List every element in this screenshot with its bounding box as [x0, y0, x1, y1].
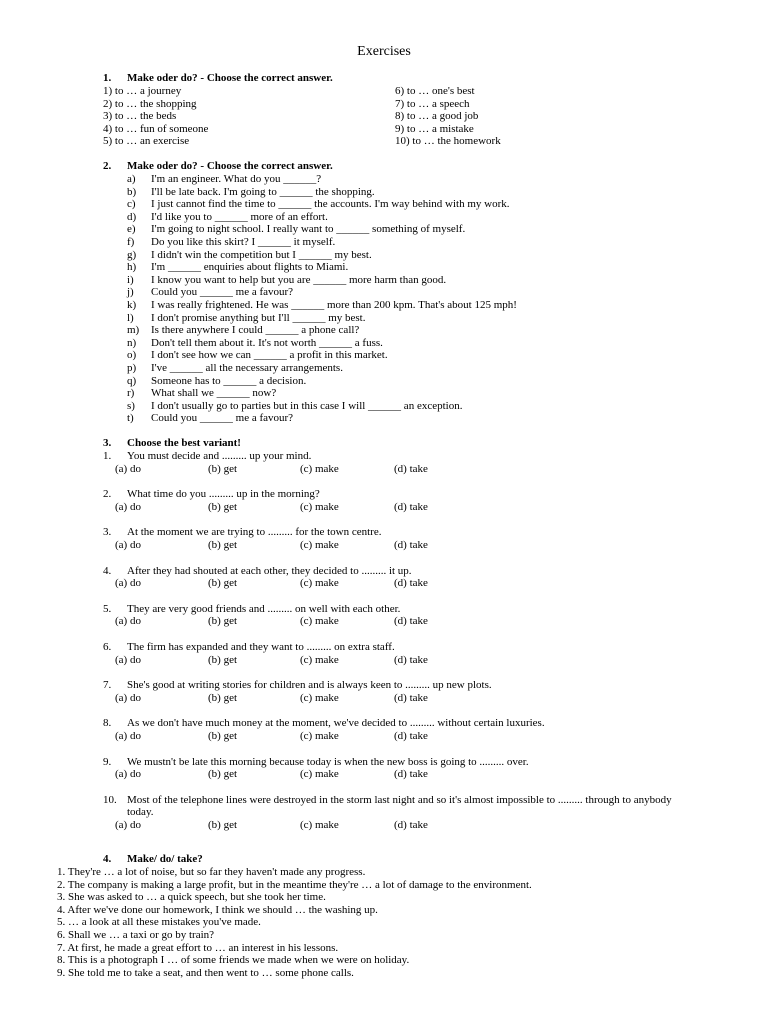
item-sentence: Someone has to ______ a decision. — [151, 374, 307, 387]
answer-option[interactable]: (d) take — [394, 768, 428, 781]
answer-options — [103, 501, 687, 514]
question-text: You must decide and ......... up your mind. — [127, 450, 312, 462]
answer-option[interactable]: (c) make — [300, 538, 339, 551]
answer-option[interactable]: (d) take — [394, 500, 428, 513]
answer-option[interactable]: (c) make — [300, 729, 339, 742]
answer-option[interactable]: (c) make — [300, 577, 339, 590]
item-letter: s) — [127, 399, 135, 412]
answer-option[interactable]: (b) get — [208, 577, 238, 590]
item-letter: t) — [127, 412, 134, 425]
section-4-number: 4. — [103, 853, 112, 865]
question-number: 6. — [103, 640, 112, 653]
item-letter: l) — [127, 311, 134, 324]
answer-option[interactable]: (b) get — [208, 462, 238, 475]
answer-option[interactable]: (d) take — [394, 538, 428, 551]
section-1-item: 6) to … one's best — [395, 85, 475, 97]
answer-option[interactable]: (b) get — [208, 768, 238, 781]
item-sentence: I'm ______ enquiries about flights to Miami. — [151, 261, 349, 274]
item-letter: b) — [127, 185, 137, 198]
answer-options — [103, 615, 687, 628]
section-1-item: 3) to … the beds — [103, 110, 177, 123]
item-letter: e) — [127, 223, 136, 236]
page-title: Exercises — [357, 44, 411, 59]
answer-option[interactable]: (b) get — [208, 653, 238, 666]
item-letter: f) — [127, 235, 135, 248]
item-letter: k) — [127, 298, 137, 311]
question — [103, 603, 687, 628]
question-number: 3. — [103, 526, 112, 539]
answer-option[interactable]: (d) take — [394, 691, 428, 704]
answer-option[interactable]: (c) make — [300, 462, 339, 475]
item-letter: n) — [127, 336, 137, 349]
answer-option[interactable]: (c) make — [300, 818, 339, 831]
section-1-item: 4) to … fun of someone — [103, 122, 209, 135]
section-1-title: Make oder do? - Choose the correct answer. — [127, 72, 333, 84]
section-1-item: 7) to … a speech — [395, 97, 470, 110]
question — [103, 717, 687, 742]
answer-option[interactable]: (a) do — [115, 768, 141, 781]
section-4-item: 6. Shall we … a taxi or go by train? — [57, 928, 215, 941]
section-1-item: 2) to … the shopping — [103, 97, 197, 110]
question-text: She's good at writing stories for children and is always keen to ......... up new plots. — [127, 679, 492, 692]
section-4-item: 2. The company is making a large profit, but in the meantime they're … a lot of damage to the environment. — [57, 878, 532, 891]
answer-option[interactable]: (a) do — [115, 653, 141, 666]
item-letter: h) — [127, 261, 137, 274]
answer-option[interactable]: (c) make — [300, 691, 339, 704]
answer-options — [103, 692, 687, 705]
answer-option[interactable]: (a) do — [115, 500, 141, 513]
section-4-title: Make/ do/ take? — [127, 853, 203, 865]
section-4-item: 9. She told me to take a seat, and then went to … some phone calls. — [57, 966, 354, 979]
answer-option[interactable]: (a) do — [115, 729, 141, 742]
answer-option[interactable]: (b) get — [208, 729, 238, 742]
answer-option[interactable]: (d) take — [394, 729, 428, 742]
item-sentence: I'll be late back. I'm going to ______ the shopping. — [151, 185, 375, 198]
section-4-item: 4. After we've done our homework, I think we should … the washing up. — [57, 903, 378, 916]
answer-option[interactable]: (a) do — [115, 818, 141, 831]
item-letter: a) — [127, 173, 136, 185]
question-number: 10. — [103, 793, 117, 806]
item-sentence: I'm going to night school. I really want to ______ something of myself. — [151, 223, 466, 236]
section-3-number: 3. — [103, 437, 112, 449]
item-letter: d) — [127, 210, 137, 223]
answer-option[interactable]: (a) do — [115, 691, 141, 704]
answer-option[interactable]: (a) do — [115, 462, 141, 475]
answer-option[interactable]: (a) do — [115, 615, 141, 628]
item-sentence: I've ______ all the necessary arrangements. — [151, 361, 343, 374]
item-letter: p) — [127, 361, 137, 374]
question-number: 4. — [103, 564, 112, 577]
question-number: 8. — [103, 717, 112, 730]
section-1-number: 1. — [103, 72, 112, 84]
item-sentence: Is there anywhere I could ______ a phone call? — [151, 324, 360, 337]
question-text: They are very good friends and ......... on well with each other. — [127, 602, 401, 615]
question-text: The firm has expanded and they want to ......... on extra staff. — [127, 640, 395, 653]
question-text: As we don't have much money at the moment, we've decided to ......... without certain luxuries. — [127, 717, 545, 730]
answer-option[interactable]: (c) make — [300, 768, 339, 781]
answer-options — [103, 654, 687, 667]
item-sentence: I know you want to help but you are ______ more harm than good. — [151, 273, 447, 286]
answer-options — [103, 539, 687, 552]
item-sentence: Do you like this skirt? I ______ it myself. — [151, 235, 336, 248]
item-sentence: I don't promise anything but I'll ______ my best. — [151, 311, 366, 324]
answer-options — [103, 819, 687, 832]
answer-option[interactable]: (b) get — [208, 691, 238, 704]
section-1-left-column — [103, 85, 208, 148]
section-2-number: 2. — [103, 160, 112, 172]
question-number: 9. — [103, 755, 112, 768]
section-4-item: 3. She was asked to … a quick speech, but she took her time. — [57, 891, 326, 904]
question — [103, 794, 687, 832]
section-4-item: 1. They're … a lot of noise, but so far they haven't made any progress. — [57, 866, 366, 878]
question-number: 2. — [103, 488, 112, 501]
answer-option[interactable]: (c) make — [300, 500, 339, 513]
item-sentence: Could you ______ me a favour? — [151, 412, 294, 425]
question — [103, 488, 687, 513]
section-4-item: 5. … a look at all these mistakes you've made. — [57, 916, 261, 929]
item-sentence: I just cannot find the time to ______ the accounts. I'm way behind with my work. — [151, 198, 510, 211]
answer-option[interactable]: (d) take — [394, 462, 428, 475]
answer-option[interactable]: (a) do — [115, 577, 141, 590]
question-number: 5. — [103, 602, 112, 615]
question-text: What time do you ......... up in the morning? — [127, 488, 320, 501]
item-sentence: I'm an engineer. What do you ______? — [151, 173, 322, 185]
item-sentence: What shall we ______ now? — [151, 387, 277, 400]
answer-options — [103, 730, 687, 743]
item-letter: o) — [127, 349, 137, 362]
item-sentence: I don't usually go to parties but in this case I will ______ an exception. — [151, 399, 463, 412]
answer-options — [103, 463, 687, 476]
item-letter: g) — [127, 248, 137, 261]
item-sentence: I'd like you to ______ more of an effort. — [151, 210, 328, 223]
answer-option[interactable]: (c) make — [300, 615, 339, 628]
section-3-list — [103, 450, 687, 844]
section-1-item: 8) to … a good job — [395, 110, 479, 123]
answer-option[interactable]: (b) get — [208, 818, 238, 831]
question-text: After they had shouted at each other, they decided to ......... it up. — [127, 564, 412, 577]
question-text: At the moment we are trying to ......... for the town centre. — [127, 526, 382, 539]
question — [103, 450, 687, 475]
item-letter: c) — [127, 198, 136, 211]
item-sentence: Could you ______ me a favour? — [151, 286, 294, 299]
answer-option[interactable]: (b) get — [208, 500, 238, 513]
item-letter: m) — [127, 324, 140, 337]
answer-options — [103, 577, 687, 590]
answer-option[interactable]: (d) take — [394, 577, 428, 590]
section-4-item: 8. This is a photograph I … of some friends we made when we were on holiday. — [57, 954, 410, 967]
section-4-list — [57, 866, 532, 979]
answer-option[interactable]: (d) take — [394, 818, 428, 831]
item-sentence: I didn't win the competition but I ______ my best. — [151, 248, 372, 261]
item-sentence: I was really frightened. He was ______ more than 200 kpm. That's about 125 mph! — [151, 298, 517, 311]
answer-option[interactable]: (b) get — [208, 538, 238, 551]
question — [103, 565, 687, 590]
section-1-item: 10) to … the homework — [395, 135, 501, 148]
answer-option[interactable]: (a) do — [115, 538, 141, 551]
item-sentence: Don't tell them about it. It's not worth ______ a fuss. — [151, 336, 383, 349]
question-text: Most of the telephone lines were destroyed in the storm last night and so it's almost impossible to ......... through to anybody today. — [127, 793, 672, 819]
section-1-item: 9) to … a mistake — [395, 122, 474, 135]
item-sentence: I don't see how we can ______ a profit in this market. — [151, 349, 388, 362]
item-letter: j) — [127, 286, 134, 299]
section-4-item: 7. At first, he made a great effort to … an interest in his lessons. — [57, 941, 339, 954]
item-letter: r) — [127, 387, 135, 400]
question — [103, 641, 687, 666]
question — [103, 679, 687, 704]
item-letter: q) — [127, 374, 137, 387]
section-2-title: Make oder do? - Choose the correct answer. — [127, 160, 333, 172]
question-text: We mustn't be late this morning because today is when the new boss is going to ......... over. — [127, 755, 529, 768]
answer-option[interactable]: (d) take — [394, 653, 428, 666]
section-1-item: 5) to … an exercise — [103, 135, 190, 148]
question — [103, 756, 687, 781]
section-1-right-column — [395, 85, 501, 148]
answer-option[interactable]: (c) make — [300, 653, 339, 666]
section-3-title: Choose the best variant! — [127, 437, 241, 449]
item-letter: i) — [127, 273, 134, 286]
answer-option[interactable]: (d) take — [394, 615, 428, 628]
question-number: 7. — [103, 679, 112, 692]
question — [103, 526, 687, 551]
section-1-item: 1) to … a journey — [103, 85, 182, 97]
answer-option[interactable]: (b) get — [208, 615, 238, 628]
answer-options — [103, 768, 687, 781]
question-number: 1. — [103, 450, 112, 462]
